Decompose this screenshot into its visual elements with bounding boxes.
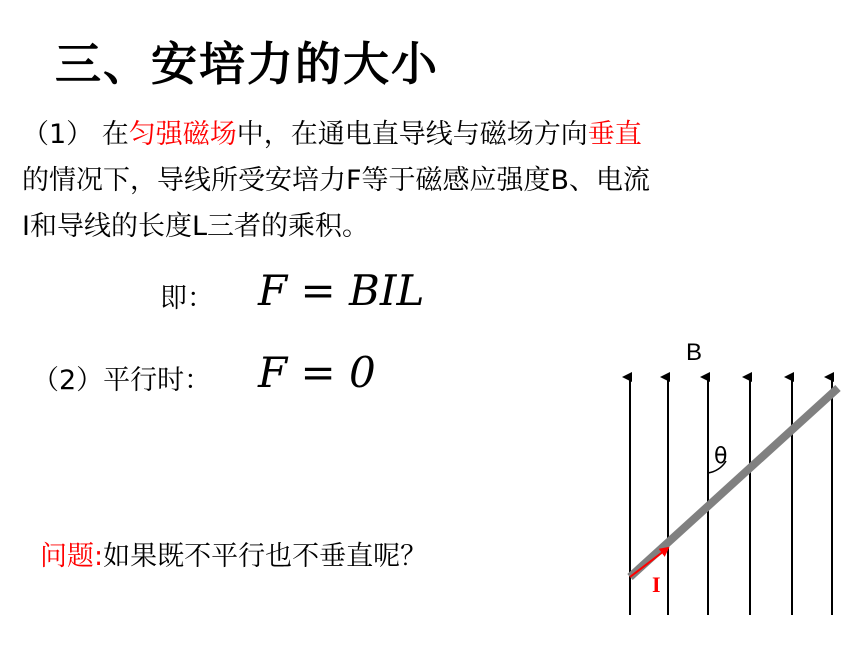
paragraph-1: [22, 112, 822, 250]
question-text: 如果既不平行也不垂直呢？: [103, 541, 428, 572]
current-label: I: [652, 572, 661, 597]
highlight-perpendicular: 垂直: [587, 119, 642, 150]
wire-in-field-diagram: [610, 330, 850, 620]
formula-2: F = 0: [258, 348, 376, 397]
para-prefix: （1） 在: [22, 119, 129, 150]
current-arrow: [630, 548, 668, 577]
wire: [630, 388, 838, 577]
field-label: B: [686, 339, 703, 366]
para-line-2: 的情况下，导线所受安培力F等于磁感应强度B、电流: [22, 165, 651, 196]
highlight-uniform-field: 匀强磁场: [128, 119, 237, 150]
question-label: 问题:: [40, 541, 104, 572]
formula-1-label: 即：: [160, 283, 214, 314]
para-mid: 中，在通电直导线与磁场方向: [236, 119, 588, 150]
question: [40, 534, 427, 573]
angle-label: θ: [714, 444, 728, 469]
formula-2-label: （2）平行时：: [32, 365, 212, 396]
section-title: 三、安培力的大小: [55, 37, 439, 91]
para-line-3: I和导线的长度L三者的乘积。: [22, 211, 370, 242]
formula-1: F = BIL: [258, 266, 425, 315]
